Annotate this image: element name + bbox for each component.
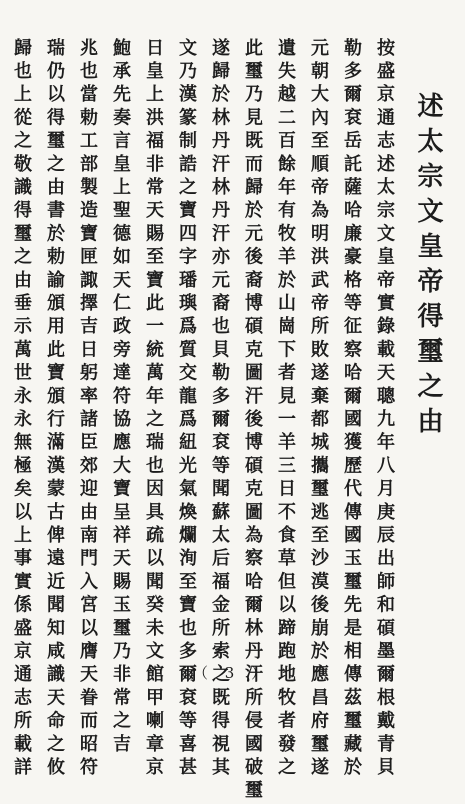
- text-column-12: 歸也上從之敬識得璽之由垂示萬世永永無極矣以上事實係盛京通志所載詳: [11, 38, 32, 781]
- text-column-6: 遂歸於林丹汗林丹汗亦元裔也貝勒多爾袞等聞蘇太后福金所索之既得視其: [209, 38, 230, 781]
- section-title: 述太宗文皇帝得璽之由: [413, 92, 443, 442]
- text-column-9: 鮑承先奏言皇上聖德如天仁政旁達符協應大寶呈祥天賜玉璽乃非常之吉: [110, 38, 131, 758]
- text-column-2: 勒多爾袞岳託薩哈廉豪格等征察哈爾國獲歷代傳國玉璽先是相傳茲璽藏於: [341, 38, 362, 781]
- text-column-11: 瑞仍以得璽之由書於勅諭頒用此寶頒行滿漢蒙古俾遠近聞知咸識天命之攸: [44, 38, 65, 781]
- text-column-4: 遺失越二百餘年有牧羊於山崗下者見一羊三日不食草但以蹄跑地牧者發之: [275, 38, 296, 781]
- text-column-10: 兆也當勅工部製造寶匣諏擇吉日躬率諸臣郊迎由南門入宮以膺天眷而昭符: [77, 38, 98, 781]
- text-column-7: 文乃漢篆制誥之寶四字璠璵爲質交龍爲紐光氣煥爛洵至寶也多爾袞等喜甚: [176, 38, 197, 781]
- text-column-1: 按盛京通志述太宗文皇帝實錄載天聰九年八月庚辰出師和碩墨爾根戴青貝: [374, 38, 395, 781]
- text-column-3: 元朝大內至順帝為明洪武帝所敗遂棄都城攜璽逃至沙漠後崩於應昌府璽遂: [308, 38, 329, 781]
- text-column-5: 此璽乃見既而歸於元後裔博碩克圖汗後博碩克圖為察哈爾林丹汗所侵國破璽: [242, 38, 263, 804]
- text-column-8: 日皇上洪福非常天賜至寶此一統萬年之瑞也因具疏以聞癸未文館甲喇章京: [143, 38, 164, 781]
- page-number: （ 3 ）: [192, 664, 273, 682]
